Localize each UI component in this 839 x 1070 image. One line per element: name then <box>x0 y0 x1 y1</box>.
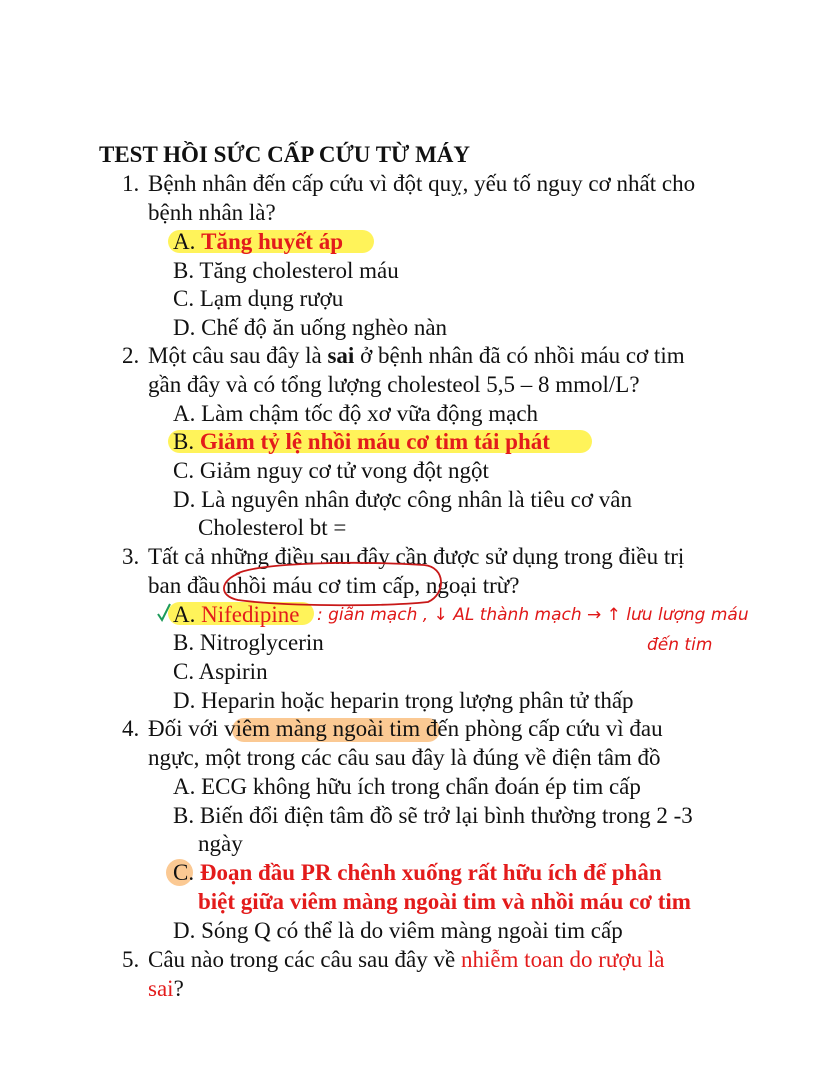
q4-option-a: A. ECG không hữu ích trong chẩn đoán ép tim cấp <box>173 774 641 799</box>
handwriting-note-line2: đến tim <box>647 635 713 655</box>
q5-text-red-2: sai <box>148 976 174 1001</box>
q2-number: 2. <box>122 343 140 368</box>
q3-text-circled: nhồi máu cơ tim cấp, <box>225 573 421 598</box>
q4-text-post: đến phòng cấp cứu vì đau <box>420 716 663 741</box>
q1-text-line1: Bệnh nhân đến cấp cứu vì đột quỵ, yếu tố nguy cơ nhất cho <box>148 171 696 196</box>
q3-option-a-letter: A. <box>173 602 196 627</box>
q4-option-c-text2: biệt giữa viêm màng ngoài tim và nhồi máu cơ tim <box>198 889 691 914</box>
q4-option-c-letter: C. <box>173 860 195 885</box>
q5-text-post: ? <box>173 976 184 1001</box>
q2-option-c: C. Giảm nguy cơ tử vong đột ngột <box>173 458 489 483</box>
q2-option-b-letter: B. <box>173 429 195 454</box>
q4-option-c <box>173 858 662 887</box>
q1-number: 1. <box>122 171 140 196</box>
q3-option-a-text: Nifedipine <box>201 602 300 627</box>
q1-option-a-text: Tăng huyết áp <box>201 229 343 254</box>
q3-text-post: ngoại trừ? <box>420 573 520 598</box>
q2-text-bold: sai <box>327 343 355 368</box>
q4-option-d: D. Sóng Q có thể là do viêm màng ngoài tim cấp <box>173 918 623 943</box>
handwriting-note-line1: : giãn mạch , ↓ AL thành mạch → ↑ lưu lượng máu <box>317 605 749 625</box>
q4-text-pre: Đối với <box>148 716 225 741</box>
q2-option-b-text: Giảm tỷ lệ nhồi máu cơ tim tái phát <box>199 429 550 454</box>
q2-text-post: ở bệnh nhân đã có nhồi máu cơ tim <box>354 343 685 368</box>
q2-option-a: A. Làm chậm tốc độ xơ vữa động mạch <box>173 401 539 426</box>
q4-option-b-cont: ngày <box>198 831 243 856</box>
q2-option-d: D. Là nguyên nhân được công nhân là tiêu cơ vân <box>173 487 632 512</box>
q4-option-c-text1: Đoạn đầu PR chênh xuống rất hữu ích để phân <box>199 860 662 885</box>
document-title: TEST HỒI SỨC CẤP CỨU TỪ MÁY <box>99 142 471 167</box>
q2-text-pre: Một câu sau đây là <box>148 343 328 368</box>
q3-text-line1: Tất cả những điều sau đây cần được sử dụng trong điều trị <box>148 544 685 569</box>
q5-text-line1 <box>148 945 664 974</box>
q2-option-b <box>173 427 550 456</box>
q4-number: 4. <box>122 716 140 741</box>
q1-option-a <box>173 227 343 256</box>
q4-text-highlighted: viêm màng ngoài tim <box>224 716 421 741</box>
q3-option-d: D. Heparin hoặc heparin trọng lượng phân tử thấp <box>173 688 634 713</box>
q5-text-red: nhiễm toan do rượu là <box>460 947 665 972</box>
q2-text-line2: gần đây và có tổng lượng cholesteol 5,5 – 8 mmol/L? <box>148 372 640 397</box>
q3-option-b: B. Nitroglycerin <box>173 630 324 655</box>
q2-option-d-cont: Cholesterol bt = <box>198 515 347 540</box>
q4-option-b: B. Biến đổi điện tâm đồ sẽ trở lại bình thường trong 2 -3 <box>173 803 693 828</box>
q4-text-line2: ngực, một trong các câu sau đây là đúng về điện tâm đồ <box>148 745 661 770</box>
q4-text-line1 <box>148 714 663 743</box>
q1-text-line2: bệnh nhân là? <box>148 200 276 225</box>
q1-option-c: C. Lạm dụng rượu <box>173 286 344 311</box>
q1-option-a-letter: A. <box>173 229 196 254</box>
q3-number: 3. <box>122 544 140 569</box>
q5-number: 5. <box>122 947 140 972</box>
q5-text-line2 <box>148 974 184 1003</box>
q1-option-b: B. Tăng cholesterol máu <box>173 258 399 283</box>
q2-text-line1 <box>148 341 685 370</box>
q3-text-pre: ban đầu <box>148 573 226 598</box>
q1-option-d: D. Chế độ ăn uống nghèo nàn <box>173 315 448 340</box>
q3-text-line2 <box>148 571 519 600</box>
q3-option-a <box>173 600 299 629</box>
q3-option-c: C. Aspirin <box>173 659 268 684</box>
q5-text-pre: Câu nào trong các câu sau đây về <box>148 947 461 972</box>
